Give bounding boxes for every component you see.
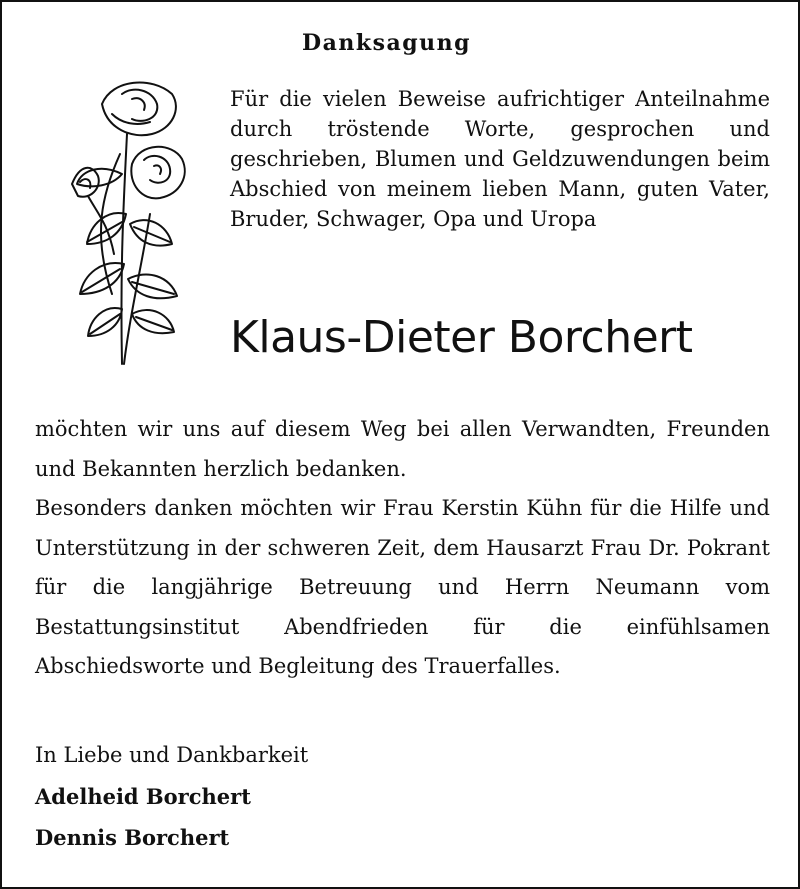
closing-phrase: In Liebe und Dankbarkeit (35, 743, 309, 767)
body-text (35, 410, 770, 687)
paragraph-special-thanks: Besonders danken möchten wir Frau Kerstin Kühn für die Hilfe und Unterstützung in der schweren Zeit, dem Hausarzt Frau Dr. Pokrant für die langjährige Betreuung und Herrn Neumann vom Bestattungsinstitut Abendfrieden für die einfühlsamen Abschiedsworte und Begleitung des Trauerfalles. (35, 496, 770, 678)
signatory: Dennis Borchert (35, 825, 230, 850)
closing (35, 735, 308, 858)
heading: Danksagung (302, 30, 471, 56)
intro-text: Für die vielen Beweise aufrichtiger Anteilnahme durch tröstende Worte, gesprochen und geschrieben, Blumen und Geldzuwendungen beim Abschied von meinem lieben Mann, guten Vater, Bruder, Schwager, Opa und Uropa (230, 87, 770, 231)
signatory: Adelheid Borchert (35, 784, 251, 809)
rose-illustration-icon (32, 64, 202, 384)
deceased-name: Klaus-Dieter Borchert (230, 312, 693, 363)
paragraph-thanks: möchten wir uns auf diesem Weg bei allen Verwandten, Freunden und Bekannten herzlich bedanken. (35, 417, 770, 481)
